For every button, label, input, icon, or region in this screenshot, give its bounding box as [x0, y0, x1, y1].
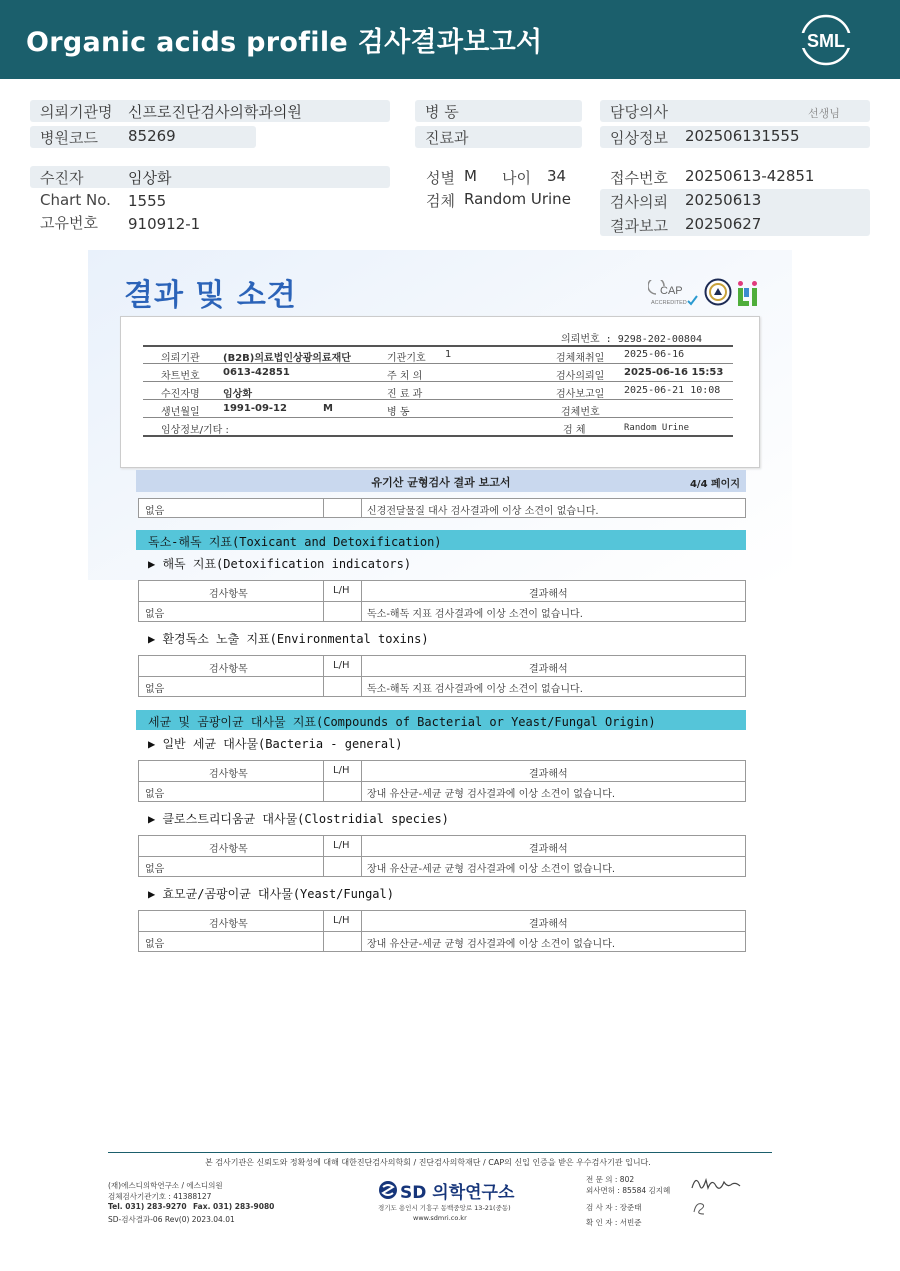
- footer-notice: 본 검사기관은 신뢰도와 정확성에 대해 대한진단검사의학회 / 진단검사의학재단 / CAP의 신입 인증을 받은 우수검사기관 입니다.: [205, 1158, 651, 1167]
- row-divider: [139, 856, 745, 857]
- footer-brand: SD 의학연구소: [400, 1183, 515, 1203]
- header-item: 검사항목: [209, 844, 248, 855]
- col-divider: [323, 761, 324, 801]
- report-image: [88, 250, 792, 990]
- info-label: 주 치 의: [387, 371, 423, 382]
- footer-tel: Tel. 031) 283-9270: [108, 1202, 187, 1211]
- col-divider: [323, 499, 324, 517]
- receipt-label: 접수번호: [610, 169, 668, 187]
- ward-label: 병 동: [425, 103, 459, 121]
- info-label: 진 료 과: [387, 389, 423, 400]
- row-divider: [139, 931, 745, 932]
- specimen-value: Random Urine: [624, 423, 690, 433]
- section-bar-toxicant: [136, 530, 746, 550]
- table-item: 없음: [145, 609, 165, 620]
- info-value: 2025-06-21 10:08: [624, 385, 721, 396]
- table-interpretation: 장내 유산균-세균 균형 검사결과에 이상 소견이 없습니다.: [367, 789, 616, 800]
- col-divider: [361, 761, 362, 801]
- patient-label: 수진자: [40, 169, 84, 187]
- header-lh: L/H: [333, 840, 350, 851]
- doctor-label: 담당의사: [610, 103, 668, 121]
- id-value: 910912-1: [128, 215, 201, 233]
- col-divider: [323, 836, 324, 876]
- col-divider: [361, 911, 362, 951]
- subsection-title: ▶ 일반 세균 대사물(Bacteria - general): [148, 737, 403, 751]
- header-interpretation: 결과해석: [529, 769, 568, 780]
- info-value: 임상화: [223, 389, 252, 400]
- hospital-code-value: 85269: [128, 127, 176, 145]
- id-label: 고유번호: [40, 214, 98, 232]
- col-divider: [361, 836, 362, 876]
- patient-row-bg: [30, 166, 390, 188]
- subsection-title: ▶ 해독 지표(Detoxification indicators): [148, 557, 412, 571]
- row-divider: [139, 601, 745, 602]
- page-title: Organic acids profile 검사결과보고서: [26, 27, 543, 58]
- section-bar-bacterial: [136, 710, 746, 730]
- header-interpretation: 결과해석: [529, 919, 568, 930]
- header-lh: L/H: [333, 915, 350, 926]
- section-title: 독소-해독 지표(Toxicant and Detoxification): [148, 535, 442, 549]
- info-top-rule: [143, 345, 733, 347]
- signature-image: [690, 1198, 712, 1218]
- sml-logo: [799, 13, 853, 67]
- specimen-label: 검체: [426, 192, 455, 210]
- col-divider: [361, 581, 362, 621]
- table-interpretation: 독소-해독 지표 검사결과에 이상 소견이 없습니다.: [367, 609, 583, 620]
- info-label: 의뢰기관: [161, 353, 200, 364]
- footer-rule: [108, 1152, 772, 1153]
- neuro-result-table: [138, 498, 746, 518]
- footer-fax: Fax. 031) 283-9080: [193, 1202, 275, 1211]
- chart-value: 1555: [128, 192, 167, 210]
- cap-accredited-icon: [648, 280, 700, 310]
- footer-url: www.sdmri.co.kr: [413, 1214, 467, 1222]
- info-label: 생년월일: [161, 407, 200, 418]
- order-info-box: [120, 316, 760, 468]
- cap-text: CAP: [660, 285, 683, 297]
- info-rule: [143, 435, 733, 437]
- chart-label: Chart No.: [40, 191, 111, 209]
- info-label: 검사의뢰일: [556, 371, 605, 382]
- sex-value: M: [464, 167, 477, 185]
- info-value: 1: [445, 349, 452, 360]
- subsection-title: ▶ 클로스트리디움균 대사물(Clostridial species): [148, 812, 449, 826]
- footer-specialist: 전 문 의 : 802: [586, 1175, 635, 1184]
- subsection-title: ▶ 효모균/곰팡이균 대사물(Yeast/Fungal): [148, 887, 394, 901]
- info-rule: [143, 381, 733, 382]
- specimen-value: Random Urine: [464, 190, 571, 208]
- info-value: 2025-06-16: [624, 349, 685, 360]
- header-item: 검사항목: [209, 769, 248, 780]
- header-interpretation: 결과해석: [529, 664, 568, 675]
- age-label: 나이: [502, 169, 531, 187]
- info-label: 검체번호: [561, 407, 600, 418]
- footer-address: 경기도 용인시 기흥구 동백중앙로 13-21(중동): [378, 1204, 511, 1212]
- result-table: [138, 655, 746, 697]
- header-item: 검사항목: [209, 919, 248, 930]
- sex-label: 성별: [426, 169, 455, 187]
- info-sex: M: [323, 403, 333, 414]
- col-divider: [323, 656, 324, 696]
- doctor-suffix: 선생님: [808, 107, 840, 120]
- table-interpretation: 신경전달물질 대사 검사결과에 이상 소견이 없습니다.: [367, 506, 599, 517]
- info-rule: [143, 417, 733, 418]
- patient-value: 임상화: [128, 169, 172, 187]
- page-indicator: 4/4 페이지: [689, 479, 740, 490]
- department-label: 진료과: [425, 129, 469, 147]
- header-interpretation: 결과해석: [529, 844, 568, 855]
- table-interpretation: 장내 유산균-세균 균형 검사결과에 이상 소견이 없습니다.: [367, 864, 616, 875]
- report-title: 결과 및 소견: [124, 278, 297, 313]
- info-label: 검사보고일: [556, 389, 605, 400]
- info-value: (B2B)의료법인상광의료재단: [223, 353, 351, 364]
- info-label: 차트번호: [161, 371, 200, 382]
- specimen-label: 검 체: [563, 425, 586, 436]
- row-divider: [139, 781, 745, 782]
- signature-image: [688, 1170, 744, 1196]
- table-item: 없음: [145, 789, 165, 800]
- request-number: 의뢰번호 : 9298-202-00804: [561, 334, 702, 345]
- footer-checker: 확 인 자 : 서빈준: [586, 1218, 642, 1227]
- header-item: 검사항목: [209, 664, 248, 675]
- col-divider: [361, 499, 362, 517]
- info-label: 검체채취일: [556, 353, 605, 364]
- info-label: 기관기호: [387, 353, 426, 364]
- footer-org: (재)에스디의학연구소 / 에스디의원: [108, 1181, 223, 1190]
- footer-license: 외사면허 : 85584 김지혜: [586, 1186, 671, 1195]
- seal-icon: [704, 278, 732, 306]
- col-divider: [323, 911, 324, 951]
- col-divider: [323, 581, 324, 621]
- result-table: [138, 835, 746, 877]
- table-interpretation: 독소-해독 지표 검사결과에 이상 소견이 없습니다.: [367, 684, 583, 695]
- report-bar-title: 유기산 균형검사 결과 보고서: [371, 476, 511, 489]
- clinical-label: 임상정보: [610, 129, 668, 147]
- sd-logo-icon: [378, 1180, 398, 1200]
- result-table: [138, 760, 746, 802]
- header-interpretation: 결과해석: [529, 589, 568, 600]
- receipt-value: 20250613-42851: [685, 167, 815, 185]
- report-header: [0, 0, 900, 79]
- table-item: 없음: [145, 684, 165, 695]
- table-item: 없음: [145, 939, 165, 950]
- header-lh: L/H: [333, 660, 350, 671]
- sml-logo-text: SML: [807, 31, 845, 51]
- clinical-other-label: 임상정보/기타 :: [161, 425, 229, 436]
- col-divider: [361, 656, 362, 696]
- footer-form: SD-검사결과-06 Rev(0) 2023.04.01: [108, 1215, 235, 1224]
- result-table: [138, 580, 746, 622]
- table-item: 없음: [145, 506, 165, 517]
- institution-value: 신프로진단검사의학과의원: [128, 103, 302, 121]
- request-label: 검사의뢰: [610, 193, 668, 211]
- hospital-code-label: 병원코드: [40, 129, 98, 147]
- result-label: 결과보고: [610, 217, 668, 235]
- result-value: 20250627: [685, 215, 762, 233]
- header-lh: L/H: [333, 765, 350, 776]
- subsection-title: ▶ 환경독소 노출 지표(Environmental toxins): [148, 632, 429, 646]
- section-title: 세균 및 곰팡이균 대사물 지표(Compounds of Bacterial or Yeast/Fungal Origin): [148, 715, 656, 729]
- footer-tester: 검 사 자 : 장준태: [586, 1203, 642, 1212]
- info-label: 병 동: [387, 407, 410, 418]
- table-item: 없음: [145, 864, 165, 875]
- info-label: 수진자명: [161, 389, 200, 400]
- age-value: 34: [547, 167, 567, 185]
- table-interpretation: 장내 유산균-세균 균형 검사결과에 이상 소견이 없습니다.: [367, 939, 616, 950]
- info-value: 0613-42851: [223, 367, 290, 378]
- request-value: 20250613: [685, 191, 762, 209]
- info-value: 1991-09-12: [223, 403, 287, 414]
- header-lh: L/H: [333, 585, 350, 596]
- clinical-value: 202506131555: [685, 127, 800, 145]
- header-item: 검사항목: [209, 589, 248, 600]
- li-logo-icon: [736, 280, 762, 308]
- cap-sub-text: ACCREDITED: [651, 300, 687, 306]
- footer-code: 검체검사기관기호 : 41388127: [108, 1192, 212, 1201]
- info-value: 2025-06-16 15:53: [624, 367, 724, 378]
- report-title-bar: [136, 470, 746, 492]
- institution-label: 의뢰기관명: [40, 103, 113, 121]
- result-table: [138, 910, 746, 952]
- row-divider: [139, 676, 745, 677]
